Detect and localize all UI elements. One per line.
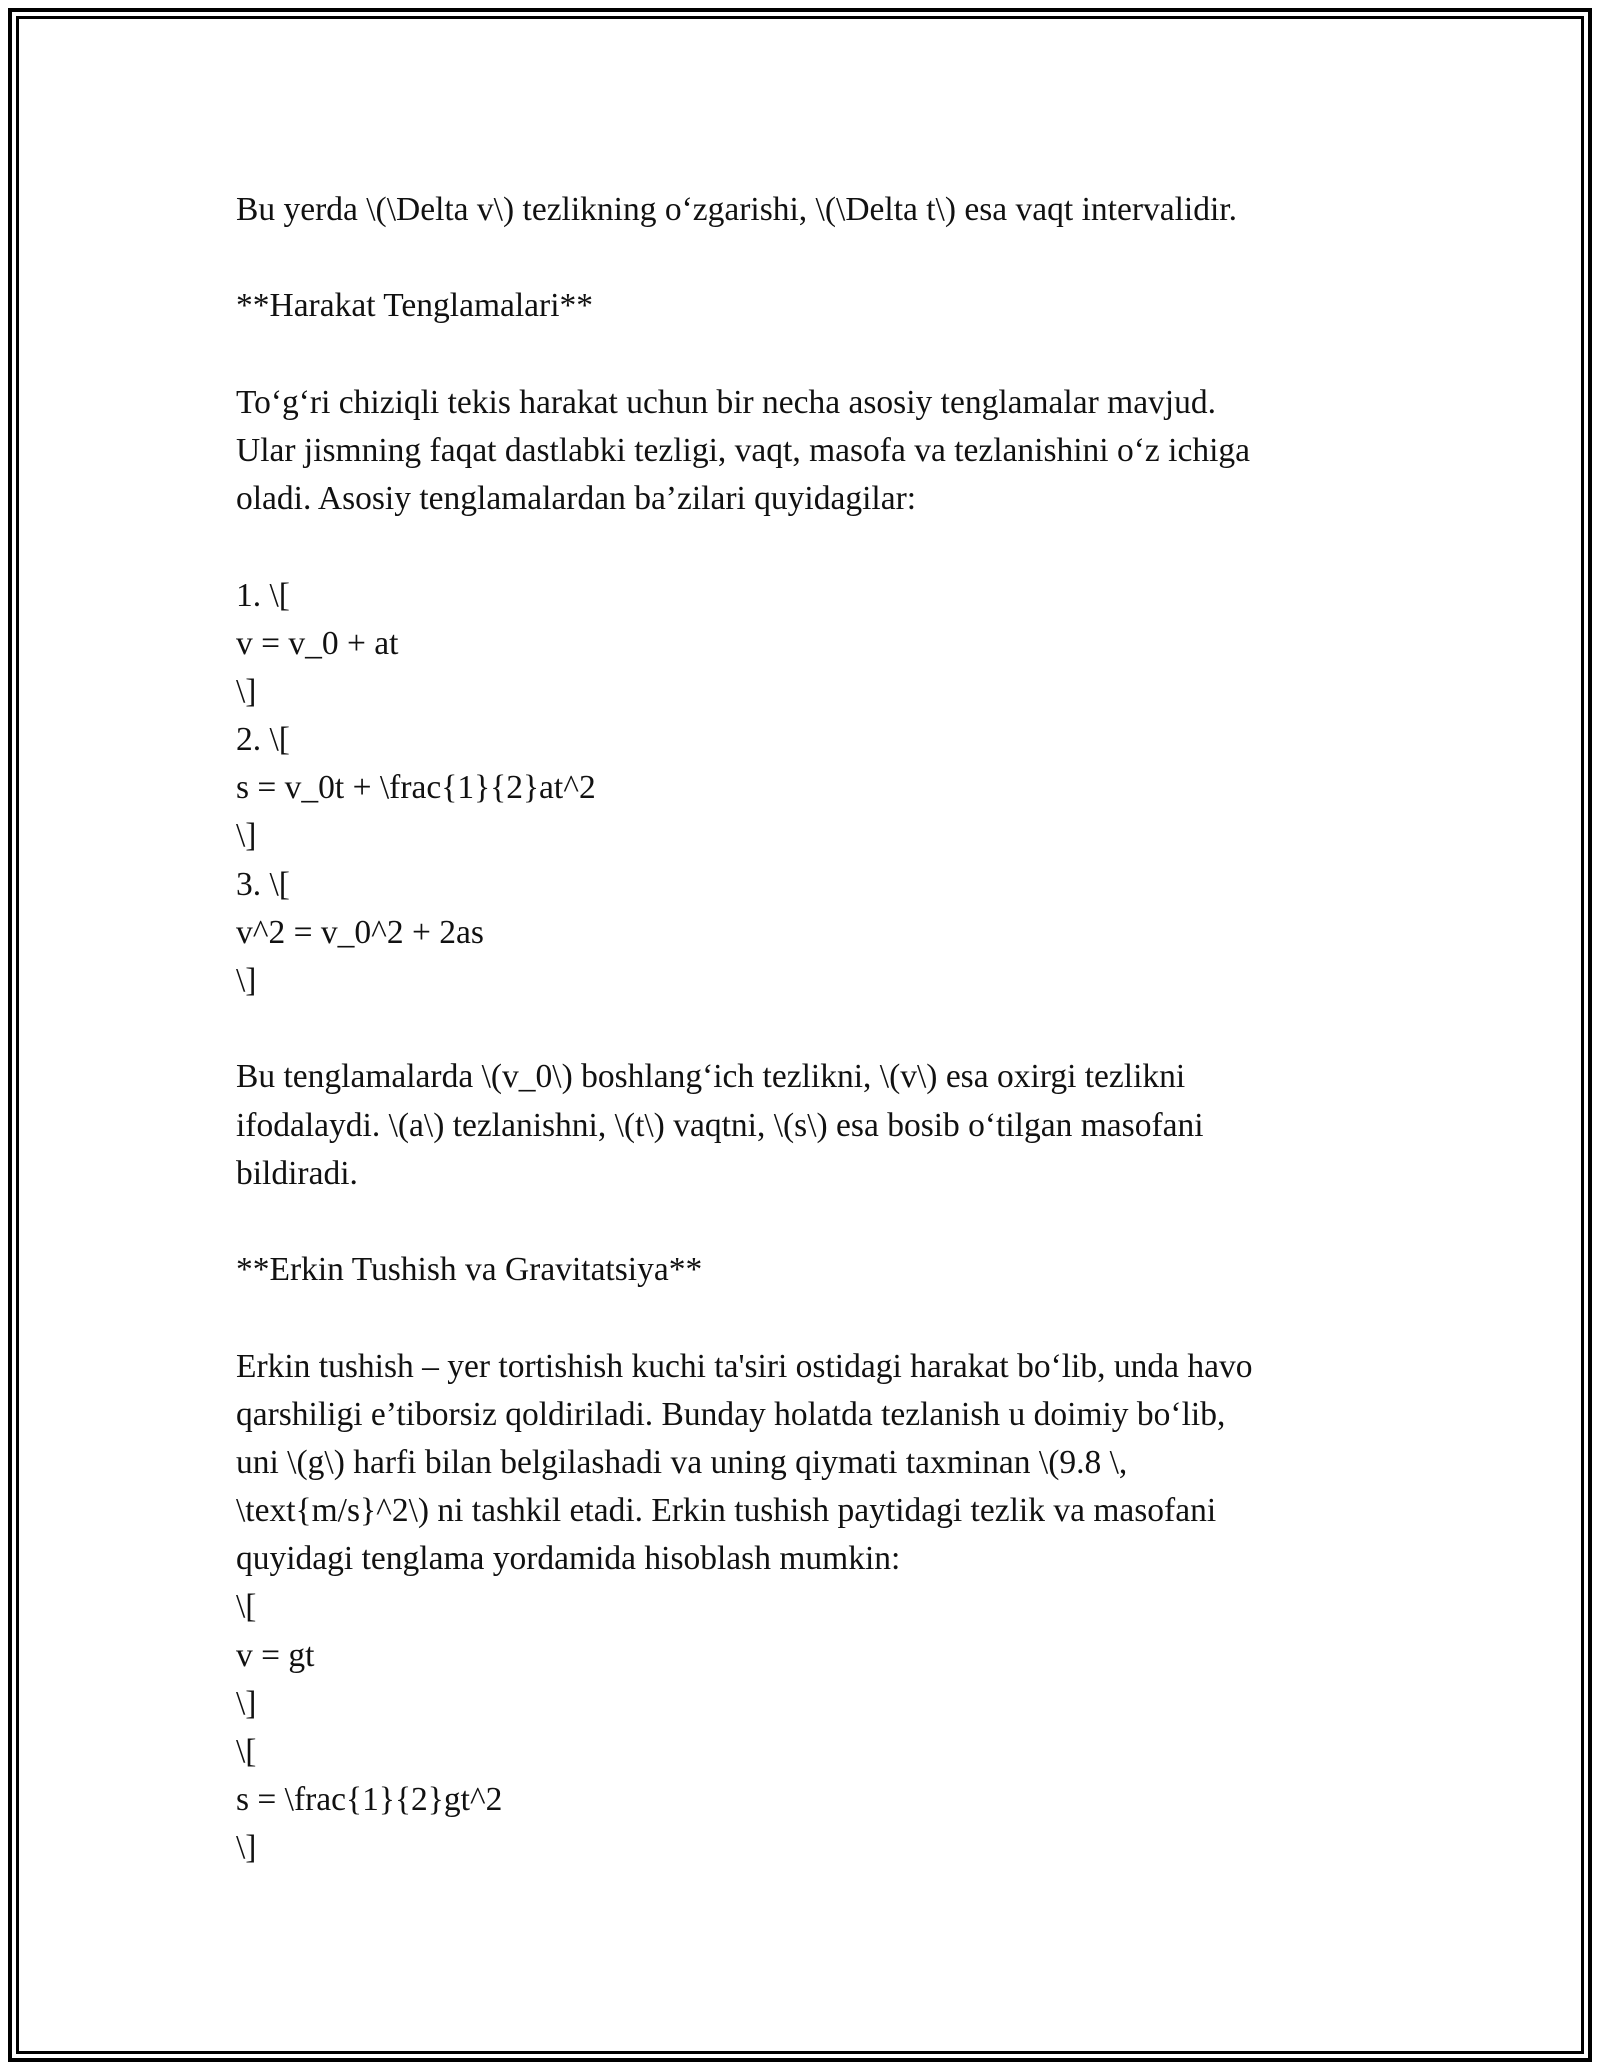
equation-line: s = \frac{1}{2}gt^2 [236,1781,503,1819]
equation-list [236,572,1376,1006]
text-line: Bu tenglamalarda \(v_0\) boshlang‘ich tezlikni, \(v\) esa oxirgi tezlikni [236,1058,1186,1096]
paragraph-intro-equations [236,379,1376,524]
equation-line: \[ [236,1733,257,1770]
equation-line: \[ [236,1588,257,1626]
blank-line [236,234,1376,282]
equation-line: 1. \[ [236,576,290,614]
paragraph-free-fall [236,1343,1376,1873]
equation-line: v = v_0 + at [236,624,399,662]
text-line: quyidagi tenglama yordamida hisoblash mumkin: [236,1540,901,1578]
equation-line: \] [236,817,257,855]
paragraph-delta-definition [236,186,1376,234]
blank-line [236,1198,1376,1246]
equation-line: \] [236,672,257,710]
paragraph-variable-definitions [236,1053,1376,1198]
blank-line [236,331,1376,379]
text-line: To‘g‘ri chiziqli tekis harakat uchun bir necha asosiy tenglamalar mavjud. [236,383,1216,421]
text-line: Ular jismning faqat dastlabki tezligi, vaqt, masofa va tezlanishini o‘z ichiga [236,431,1250,469]
equation-line: v = gt [236,1636,315,1674]
section-heading-erkin-tushish: **Erkin Tushish va Gravitatsiya** [236,1251,703,1289]
equation-line: \] [236,1829,257,1867]
text-line: uni \(g\) harfi bilan belgilashadi va uning qiymati taxminan \(9.8 \, [236,1443,1128,1481]
equation-line: \] [236,962,257,999]
text-line: ifodalaydi. \(a\) tezlanishni, \(t\) vaqtni, \(s\) esa bosib o‘tilgan masofani [236,1106,1204,1144]
text-line: oladi. Asosiy tenglamalardan ba’zilari quyidagilar: [236,480,917,518]
document-body [236,186,1376,1873]
equation-line: 3. \[ [236,865,290,903]
equation-line: \] [236,1684,257,1722]
section-heading-harakat-tenglamalari: **Harakat Tenglamalari** [236,287,594,325]
equation-line: s = v_0t + \frac{1}{2}at^2 [236,769,596,807]
blank-line [236,1294,1376,1342]
equation-line: 2. \[ [236,721,290,759]
blank-line [236,1005,1376,1053]
text-line: Erkin tushish – yer tortishish kuchi ta'siri ostidagi harakat bo‘lib, unda havo [236,1347,1253,1385]
text-line: Bu yerda \(\Delta v\) tezlikning o‘zgarishi, \(\Delta t\) esa vaqt intervalidir. [236,191,1237,228]
text-line: \text{m/s}^2\) ni tashkil etadi. Erkin tushish paytidagi tezlik va masofani [236,1492,1217,1530]
blank-line [236,523,1376,571]
text-line: qarshiligi e’tiborsiz qoldiriladi. Bunday holatda tezlanish u doimiy bo‘lib, [236,1395,1226,1433]
text-line: bildiradi. [236,1154,358,1192]
equation-line: v^2 = v_0^2 + 2as [236,913,484,951]
